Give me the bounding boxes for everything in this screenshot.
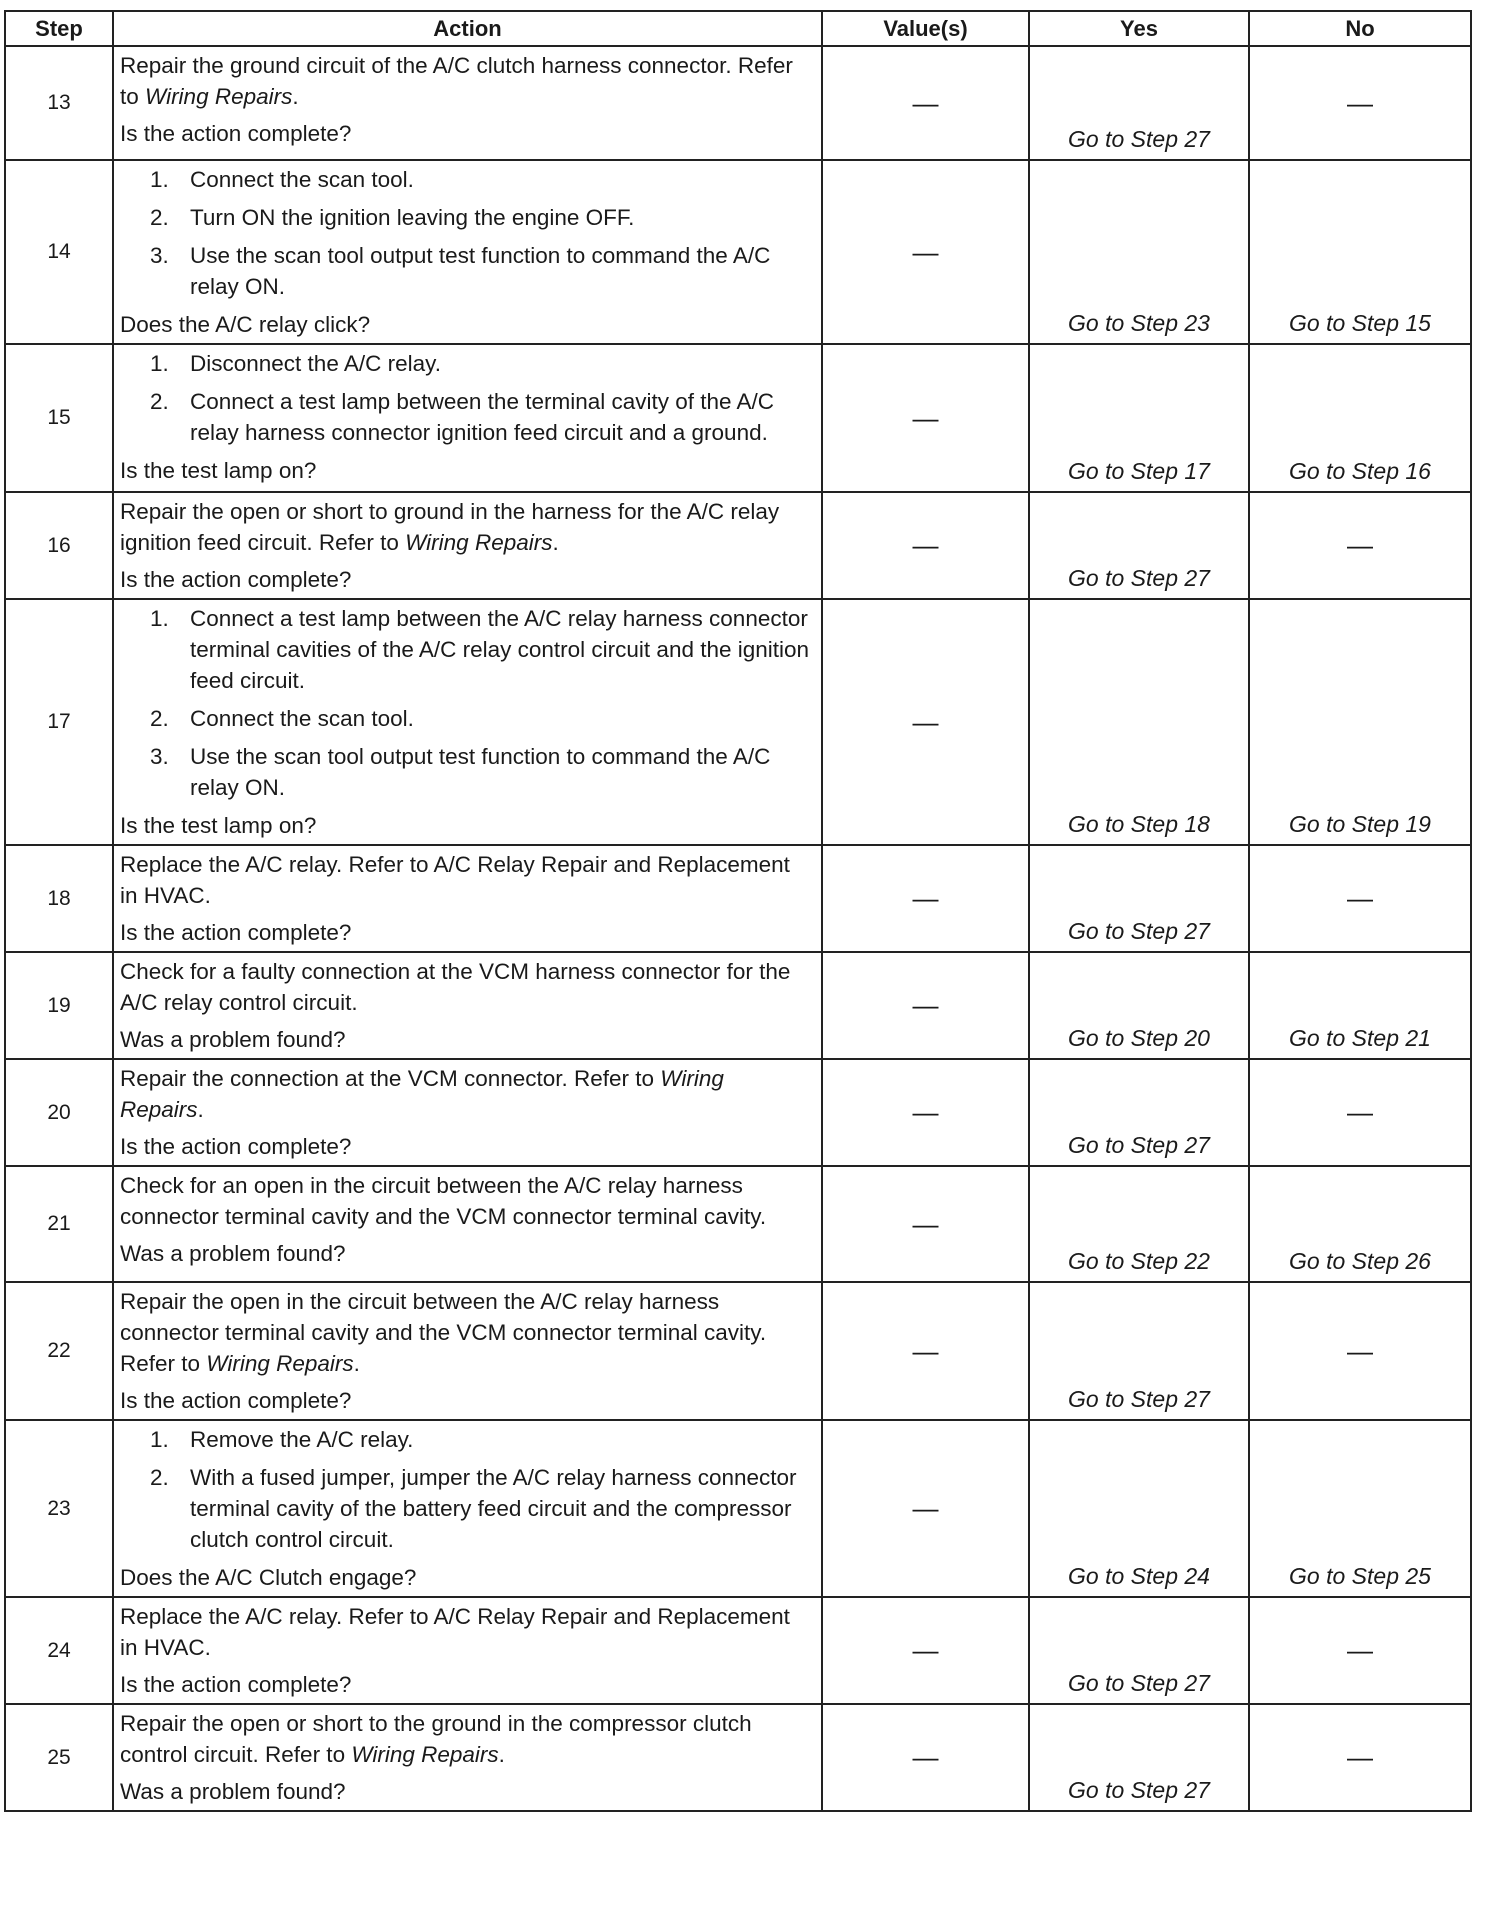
yes-cell: Go to Step 27 xyxy=(1029,492,1249,599)
action-instruction: Repair the open or short to ground in the harness for the A/C relay ignition feed circuit. Refer to Wiring Repairs. xyxy=(120,499,780,555)
action-step-number: 1. xyxy=(150,167,169,192)
value-cell: — xyxy=(822,1704,1029,1811)
no-cell: — xyxy=(1249,1597,1471,1704)
action-step-text: Connect a test lamp between the A/C relay harness connector terminal cavities of the A/C relay control circuit and the ignition feed circuit. xyxy=(190,606,810,693)
action-step-text: Disconnect the A/C relay. xyxy=(190,351,441,376)
action-step-number: 2. xyxy=(150,389,169,414)
step-number: 22 xyxy=(5,1282,113,1420)
step-number: 17 xyxy=(5,599,113,845)
table-body xyxy=(5,46,1471,1811)
action-cell xyxy=(113,952,822,1059)
action-cell xyxy=(113,344,822,492)
yes-cell: Go to Step 27 xyxy=(1029,46,1249,160)
no-cell: Go to Step 21 xyxy=(1249,952,1471,1059)
no-cell: — xyxy=(1249,1059,1471,1166)
yes-cell: Go to Step 27 xyxy=(1029,845,1249,952)
action-question: Was a problem found? xyxy=(120,1779,346,1804)
action-step-number: 3. xyxy=(150,744,169,769)
action-instruction: Check for an open in the circuit between the A/C relay harness connector terminal cavity and the VCM connector terminal cavity. xyxy=(120,1173,767,1229)
action-step-number: 1. xyxy=(150,606,169,631)
yes-cell: Go to Step 22 xyxy=(1029,1166,1249,1282)
action-question: Was a problem found? xyxy=(120,1241,346,1266)
reference-link: Wiring Repairs xyxy=(145,84,293,109)
action-step-number: 3. xyxy=(150,243,169,268)
action-instruction: Repair the connection at the VCM connector. Refer to Wiring Repairs. xyxy=(120,1066,724,1122)
no-cell: Go to Step 16 xyxy=(1249,344,1471,492)
action-step-text: Remove the A/C relay. xyxy=(190,1427,414,1452)
action-step-item xyxy=(120,202,813,233)
value-cell: — xyxy=(822,344,1029,492)
action-cell xyxy=(113,845,822,952)
action-cell xyxy=(113,160,822,344)
diagnostic-table xyxy=(4,10,1472,1812)
step-number: 13 xyxy=(5,46,113,160)
yes-cell: Go to Step 20 xyxy=(1029,952,1249,1059)
yes-cell: Go to Step 27 xyxy=(1029,1282,1249,1420)
no-cell: Go to Step 26 xyxy=(1249,1166,1471,1282)
table-row xyxy=(5,1059,1471,1166)
action-step-item xyxy=(120,348,813,379)
header-no: No xyxy=(1249,11,1471,46)
action-question: Is the action complete? xyxy=(120,1134,352,1159)
action-cell xyxy=(113,1597,822,1704)
value-cell: — xyxy=(822,1420,1029,1597)
header-step: Step xyxy=(5,11,113,46)
action-cell xyxy=(113,1282,822,1420)
value-cell: — xyxy=(822,46,1029,160)
value-cell: — xyxy=(822,1166,1029,1282)
action-instruction: Check for a faulty connection at the VCM harness connector for the A/C relay control circuit. xyxy=(120,959,791,1015)
table-row xyxy=(5,1166,1471,1282)
action-question: Is the action complete? xyxy=(120,1388,352,1413)
step-number: 20 xyxy=(5,1059,113,1166)
action-step-item xyxy=(120,1462,813,1555)
step-number: 14 xyxy=(5,160,113,344)
action-step-text: Use the scan tool output test function to command the A/C relay ON. xyxy=(190,243,771,299)
action-instruction: Repair the open in the circuit between the A/C relay harness connector terminal cavity and the VCM connector terminal cavity. Refer to Wiring Repairs. xyxy=(120,1289,767,1376)
action-steps-list xyxy=(120,603,813,803)
action-step-item xyxy=(120,603,813,696)
action-step-text: Turn ON the ignition leaving the engine OFF. xyxy=(190,205,635,230)
action-cell xyxy=(113,599,822,845)
table-row xyxy=(5,1704,1471,1811)
no-cell: — xyxy=(1249,46,1471,160)
value-cell: — xyxy=(822,845,1029,952)
reference-link: Wiring Repairs xyxy=(351,1742,499,1767)
action-question: Is the test lamp on? xyxy=(120,458,317,483)
step-number: 15 xyxy=(5,344,113,492)
yes-cell: Go to Step 27 xyxy=(1029,1704,1249,1811)
action-instruction: Replace the A/C relay. Refer to A/C Relay Repair and Replacement in HVAC. xyxy=(120,852,790,908)
yes-cell: Go to Step 27 xyxy=(1029,1059,1249,1166)
yes-cell: Go to Step 17 xyxy=(1029,344,1249,492)
table-row xyxy=(5,952,1471,1059)
action-cell xyxy=(113,1059,822,1166)
action-step-item xyxy=(120,1424,813,1455)
value-cell: — xyxy=(822,1597,1029,1704)
action-step-item xyxy=(120,386,813,448)
yes-cell: Go to Step 24 xyxy=(1029,1420,1249,1597)
action-cell xyxy=(113,1704,822,1811)
action-step-item xyxy=(120,741,813,803)
reference-link: Wiring Repairs xyxy=(120,1066,724,1122)
action-question: Is the action complete? xyxy=(120,567,352,592)
reference-link: Wiring Repairs xyxy=(206,1351,354,1376)
action-instruction: Replace the A/C relay. Refer to A/C Relay Repair and Replacement in HVAC. xyxy=(120,1604,790,1660)
action-step-text: With a fused jumper, jumper the A/C relay harness connector terminal cavity of the battery feed circuit and the compressor clutch control circuit. xyxy=(190,1465,797,1552)
yes-cell: Go to Step 23 xyxy=(1029,160,1249,344)
action-step-number: 2. xyxy=(150,706,169,731)
no-cell: Go to Step 19 xyxy=(1249,599,1471,845)
table-row xyxy=(5,344,1471,492)
value-cell: — xyxy=(822,599,1029,845)
action-cell xyxy=(113,492,822,599)
no-cell: — xyxy=(1249,845,1471,952)
action-step-number: 1. xyxy=(150,1427,169,1452)
table-row xyxy=(5,1420,1471,1597)
yes-cell: Go to Step 18 xyxy=(1029,599,1249,845)
action-question: Does the A/C Clutch engage? xyxy=(120,1565,417,1590)
no-cell: — xyxy=(1249,492,1471,599)
step-number: 19 xyxy=(5,952,113,1059)
step-number: 24 xyxy=(5,1597,113,1704)
action-question: Is the action complete? xyxy=(120,920,352,945)
step-number: 18 xyxy=(5,845,113,952)
no-cell: Go to Step 25 xyxy=(1249,1420,1471,1597)
value-cell: — xyxy=(822,160,1029,344)
action-steps-list xyxy=(120,164,813,302)
action-cell xyxy=(113,1166,822,1282)
header-action: Action xyxy=(113,11,822,46)
no-cell: Go to Step 15 xyxy=(1249,160,1471,344)
action-cell xyxy=(113,1420,822,1597)
action-question: Is the test lamp on? xyxy=(120,813,317,838)
action-question: Does the A/C relay click? xyxy=(120,312,371,337)
step-number: 21 xyxy=(5,1166,113,1282)
action-cell xyxy=(113,46,822,160)
step-number: 23 xyxy=(5,1420,113,1597)
action-instruction: Repair the ground circuit of the A/C clutch harness connector. Refer to Wiring Repairs. xyxy=(120,53,793,109)
table-row xyxy=(5,1597,1471,1704)
action-step-item xyxy=(120,703,813,734)
value-cell: — xyxy=(822,1282,1029,1420)
action-question: Is the action complete? xyxy=(120,1672,352,1697)
step-number: 25 xyxy=(5,1704,113,1811)
table-row xyxy=(5,160,1471,344)
step-number: 16 xyxy=(5,492,113,599)
action-step-text: Connect the scan tool. xyxy=(190,167,414,192)
action-step-text: Connect a test lamp between the terminal cavity of the A/C relay harness connector ignition feed circuit and a ground. xyxy=(190,389,775,445)
value-cell: — xyxy=(822,1059,1029,1166)
reference-link: Wiring Repairs xyxy=(405,530,553,555)
action-question: Is the action complete? xyxy=(120,121,352,146)
action-steps-list xyxy=(120,1424,813,1555)
value-cell: — xyxy=(822,492,1029,599)
header-yes: Yes xyxy=(1029,11,1249,46)
action-step-item xyxy=(120,240,813,302)
header-row xyxy=(5,11,1471,46)
action-question: Was a problem found? xyxy=(120,1027,346,1052)
action-step-number: 2. xyxy=(150,1465,169,1490)
action-steps-list xyxy=(120,348,813,448)
table-row xyxy=(5,46,1471,160)
action-step-number: 1. xyxy=(150,351,169,376)
no-cell: — xyxy=(1249,1282,1471,1420)
action-step-item xyxy=(120,164,813,195)
table-row xyxy=(5,845,1471,952)
yes-cell: Go to Step 27 xyxy=(1029,1597,1249,1704)
no-cell: — xyxy=(1249,1704,1471,1811)
action-instruction: Repair the open or short to the ground in the compressor clutch control circuit. Refer to Wiring Repairs. xyxy=(120,1711,752,1767)
table-row xyxy=(5,1282,1471,1420)
action-step-number: 2. xyxy=(150,205,169,230)
action-step-text: Connect the scan tool. xyxy=(190,706,414,731)
value-cell: — xyxy=(822,952,1029,1059)
table-row xyxy=(5,599,1471,845)
header-values: Value(s) xyxy=(822,11,1029,46)
action-step-text: Use the scan tool output test function to command the A/C relay ON. xyxy=(190,744,771,800)
table-row xyxy=(5,492,1471,599)
